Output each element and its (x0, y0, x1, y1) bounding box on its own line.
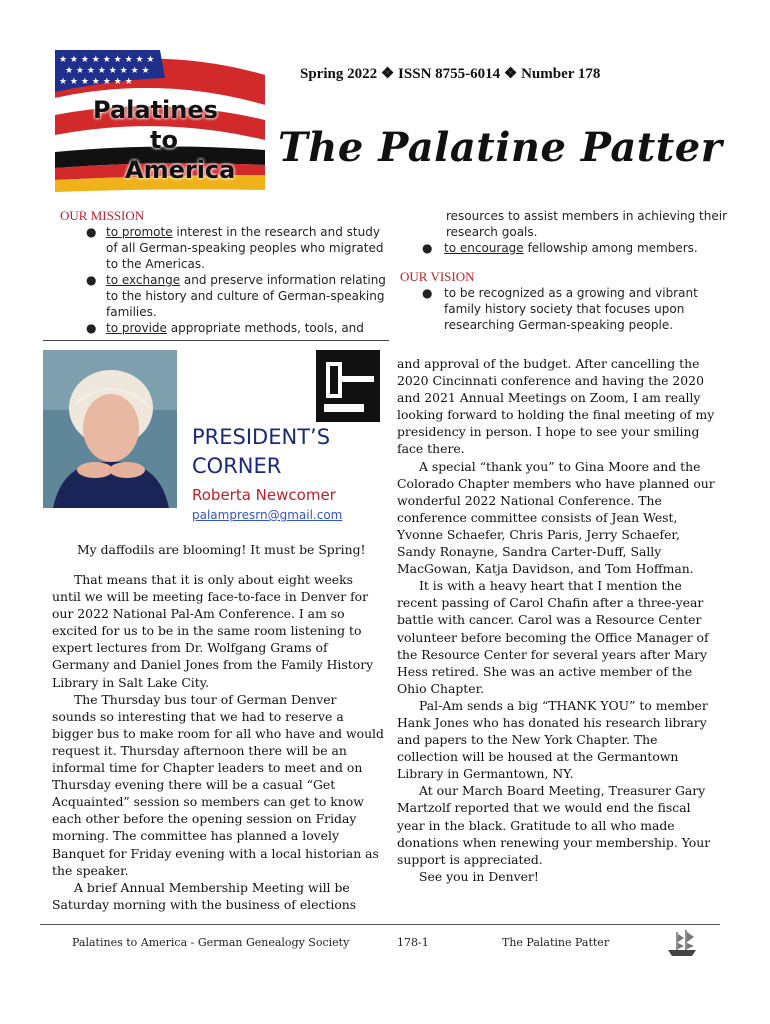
mission-item (0, 208, 730, 240)
mission-verb: to exchange (106, 273, 181, 287)
footer-rule (40, 924, 720, 925)
vision-section (400, 269, 730, 333)
mission-item-4 (400, 240, 730, 256)
mission-verb: to promote (106, 225, 173, 239)
issue-line: Spring 2022 ❖ ISSN 8755-6014 ❖ Number 178 (300, 66, 601, 82)
bullet-icon: ● (86, 321, 97, 335)
title-line: PRESIDENT’S (192, 425, 331, 449)
footer-page-number: 178-1 (397, 936, 429, 949)
vision-text: to be recognized as a growing and vibrant (444, 286, 698, 300)
mission-text: research goals. (446, 225, 538, 239)
mission-text: appropriate methods, tools, and (166, 321, 364, 335)
vision-heading: OUR VISION (400, 269, 475, 284)
mission-item (60, 320, 390, 336)
mission-item (60, 272, 390, 320)
paragraph: The Thursday bus tour of German Denver sounds so interesting that we had to reserve a bigger bus to make room for all who have and would request it. Thursday afternoon there will be an informal time for Chapter leaders to meet and on Thursday evening there will be a casual “Get Acquainted” session so members can get to know each other before the opening session on Friday morning. The committee has planned a lovely Banquet for Friday evening with a local historian as the speaker. (52, 691, 384, 878)
paragraph: At our March Board Meeting, Treasurer Gary Martzolf reported that we would end the fiscal year in the black. Gratitude to all who made donations when renewing your membership. Your support is appreciated. (397, 783, 711, 867)
mission-text: families. (106, 305, 157, 319)
bullet-icon: ● (86, 273, 97, 287)
mission-list (0, 224, 390, 336)
svg-text:★ ★ ★ ★ ★ ★ ★ ★ ★: ★ ★ ★ ★ ★ ★ ★ ★ ★ (59, 55, 155, 65)
bullet-icon: ● (86, 225, 97, 239)
logo-line1: Palatines (93, 96, 218, 124)
paragraph: That means that it is only about eight weeks until we will be meeting face-to-face in Denver for our 2022 National Pal-Am Conference. I am so excited for us to be in the same room listening to expert lectures from Dr. Wolfgang Grams of Germany and Daniel Jones from the Family History Library in Salt Lake City. (52, 572, 374, 690)
mission-verb: to provide (106, 321, 167, 335)
mission-verb: to encourage (444, 241, 524, 255)
gavel-icon (316, 350, 380, 422)
palatines-to-america-logo (55, 50, 265, 200)
masthead-title: The Palatine Patter (278, 124, 723, 171)
footer-left: Palatines to America - German Genealogy Society (72, 936, 350, 949)
title-line: CORNER (192, 454, 282, 478)
president-photo (43, 350, 177, 508)
article-column-2 (397, 355, 719, 885)
paragraph: A special “thank you” to Gina Moore and the Colorado Chapter members who have planned our wonderful 2022 National Conference. The conference committee consists of Jean West, Yvonne Schaefer, Chris Paris, Jerry Schaefer, Sandy Ronayne, Sandra Carter-Duff, Sally MacGowan, Katja Davidson, and Tom Hoffman. (397, 458, 715, 577)
mission-text: resources to assist members in achieving their (446, 209, 728, 223)
paragraph: A brief Annual Membership Meeting will be Saturday morning with the business of elections (52, 879, 357, 912)
paragraph: and approval of the budget. After cancelling the 2020 Cincinnati conference and having the 2020 and 2021 Annual Meetings on Zoom, I am really looking forward to holding the final meeting of my presidency in person. I hope to see your smiling face there. (397, 356, 715, 457)
mission-text: of all German-speaking peoples who migrated (106, 241, 384, 255)
paragraph: See you in Denver! (419, 868, 539, 884)
svg-text:★ ★ ★ ★ ★ ★ ★ ★: ★ ★ ★ ★ ★ ★ ★ ★ (65, 66, 150, 76)
vision-text: family history society that focuses upon (444, 302, 685, 316)
mission-continued (400, 208, 730, 240)
divider (43, 340, 389, 341)
mission-text: and preserve information relating (180, 273, 386, 287)
mission-text: interest in the research and study (172, 225, 380, 239)
president-email-link[interactable]: palampresrn@gmail.com (192, 508, 343, 522)
mission-text: fellowship among members. (523, 241, 698, 255)
bullet-icon: ● (422, 286, 433, 300)
mission-item (400, 240, 730, 256)
bullet-icon: ● (422, 241, 433, 255)
logo-line3: America (125, 156, 236, 184)
paragraph: Pal-Am sends a big “THANK YOU” to member Hank Jones who has donated his research library and papers to the New York Chapter. The collection will be housed at the Germantown Library in Germantown, NY. (397, 697, 708, 782)
ship-icon (665, 928, 699, 958)
mission-text: to the history and culture of German-speaking (106, 289, 385, 303)
mission-text: to the Americas. (106, 257, 205, 271)
paragraph: It is with a heavy heart that I mention the recent passing of Carol Chafin after a three-year battle with cancer. Carol was a Resource Center volunteer before becoming the Office Manager of the Resource Center for several years after Mary Hess retired. She was an active member of the Ohio Chapter. (397, 578, 709, 696)
opening-line: My daffodils are blooming! It must be Spring! (77, 542, 366, 557)
article-column-1 (52, 571, 384, 913)
logo-line2: to (150, 126, 178, 154)
president-name: Roberta Newcomer (192, 486, 336, 504)
mission-heading: OUR MISSION (60, 208, 145, 223)
presidents-corner-title (192, 423, 330, 481)
svg-text:★ ★ ★ ★ ★ ★ ★: ★ ★ ★ ★ ★ ★ ★ (59, 77, 133, 87)
vision-item (400, 285, 730, 333)
vision-text: researching German-speaking people. (444, 318, 674, 332)
footer-right: The Palatine Patter (502, 936, 610, 949)
